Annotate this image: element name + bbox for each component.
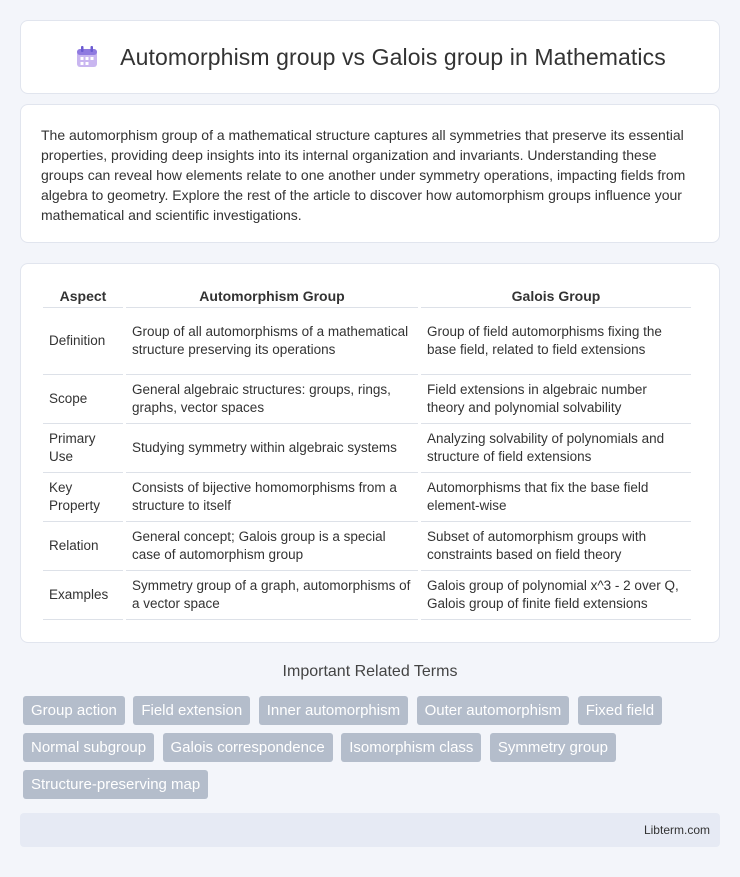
tag-structure-preserving-map[interactable]: Structure-preserving map xyxy=(23,770,208,799)
row-galois: Automorphisms that fix the base field element-wise xyxy=(421,473,691,522)
row-automorphism: Group of all automorphisms of a mathematical structure preserving its operations xyxy=(126,308,418,375)
header-automorphism: Automorphism Group xyxy=(126,284,418,308)
intro-card xyxy=(20,104,720,243)
title-card xyxy=(20,20,720,94)
tag-normal-subgroup[interactable]: Normal subgroup xyxy=(23,733,154,762)
comparison-card xyxy=(20,263,720,643)
header-aspect: Aspect xyxy=(43,284,123,308)
table-row xyxy=(43,571,691,620)
row-galois: Galois group of polynomial x^3 - 2 over Q, Galois group of finite field extensions xyxy=(421,571,691,620)
row-galois: Field extensions in algebraic number theory and polynomial solvability xyxy=(421,375,691,424)
row-aspect: Primary Use xyxy=(43,424,123,473)
table-row xyxy=(43,375,691,424)
page-title: Automorphism group vs Galois group in Mathematics xyxy=(120,43,666,70)
row-aspect: Relation xyxy=(43,522,123,571)
tag-galois-correspondence[interactable]: Galois correspondence xyxy=(163,733,333,762)
row-galois: Group of field automorphisms fixing the base field, related to field extensions xyxy=(421,308,691,375)
tag-field-extension[interactable]: Field extension xyxy=(133,696,250,725)
footer xyxy=(20,813,720,847)
comparison-table xyxy=(40,284,694,620)
tag-isomorphism-class[interactable]: Isomorphism class xyxy=(341,733,481,762)
table-row xyxy=(43,424,691,473)
tag-inner-automorphism[interactable]: Inner automorphism xyxy=(259,696,408,725)
related-terms-list xyxy=(23,696,723,807)
tag-fixed-field[interactable]: Fixed field xyxy=(578,696,662,725)
tag-symmetry-group[interactable]: Symmetry group xyxy=(490,733,616,762)
row-galois: Analyzing solvability of polynomials and structure of field extensions xyxy=(421,424,691,473)
row-aspect: Key Property xyxy=(43,473,123,522)
row-galois: Subset of automorphism groups with constraints based on field theory xyxy=(421,522,691,571)
row-automorphism: General concept; Galois group is a special case of automorphism group xyxy=(126,522,418,571)
tag-outer-automorphism[interactable]: Outer automorphism xyxy=(417,696,570,725)
row-automorphism: Studying symmetry within algebraic systems xyxy=(126,424,418,473)
tag-group-action[interactable]: Group action xyxy=(23,696,125,725)
row-automorphism: General algebraic structures: groups, rings, graphs, vector spaces xyxy=(126,375,418,424)
table-row xyxy=(43,522,691,571)
table-row xyxy=(43,308,691,375)
row-aspect: Scope xyxy=(43,375,123,424)
row-automorphism: Symmetry group of a graph, automorphisms of a vector space xyxy=(126,571,418,620)
header-galois: Galois Group xyxy=(421,284,691,308)
calendar-icon xyxy=(74,44,100,70)
row-aspect: Examples xyxy=(43,571,123,620)
table-header-row xyxy=(43,284,691,308)
intro-text: The automorphism group of a mathematical structure captures all symmetries that preserve its essential properties, providing deep insights into its internal organization and invariants. Understanding these groups can reveal how elements relate to one another under symmetry operations, impacting fields from algebra to geometry. Explore the rest of the article to discover how automorphism groups influence your mathematical and scientific investigations. xyxy=(41,127,686,223)
related-terms-title: Important Related Terms xyxy=(282,663,458,680)
row-aspect: Definition xyxy=(43,308,123,375)
table-row xyxy=(43,473,691,522)
row-automorphism: Consists of bijective homomorphisms from a structure to itself xyxy=(126,473,418,522)
footer-site-link[interactable]: Libterm.com xyxy=(643,823,710,837)
